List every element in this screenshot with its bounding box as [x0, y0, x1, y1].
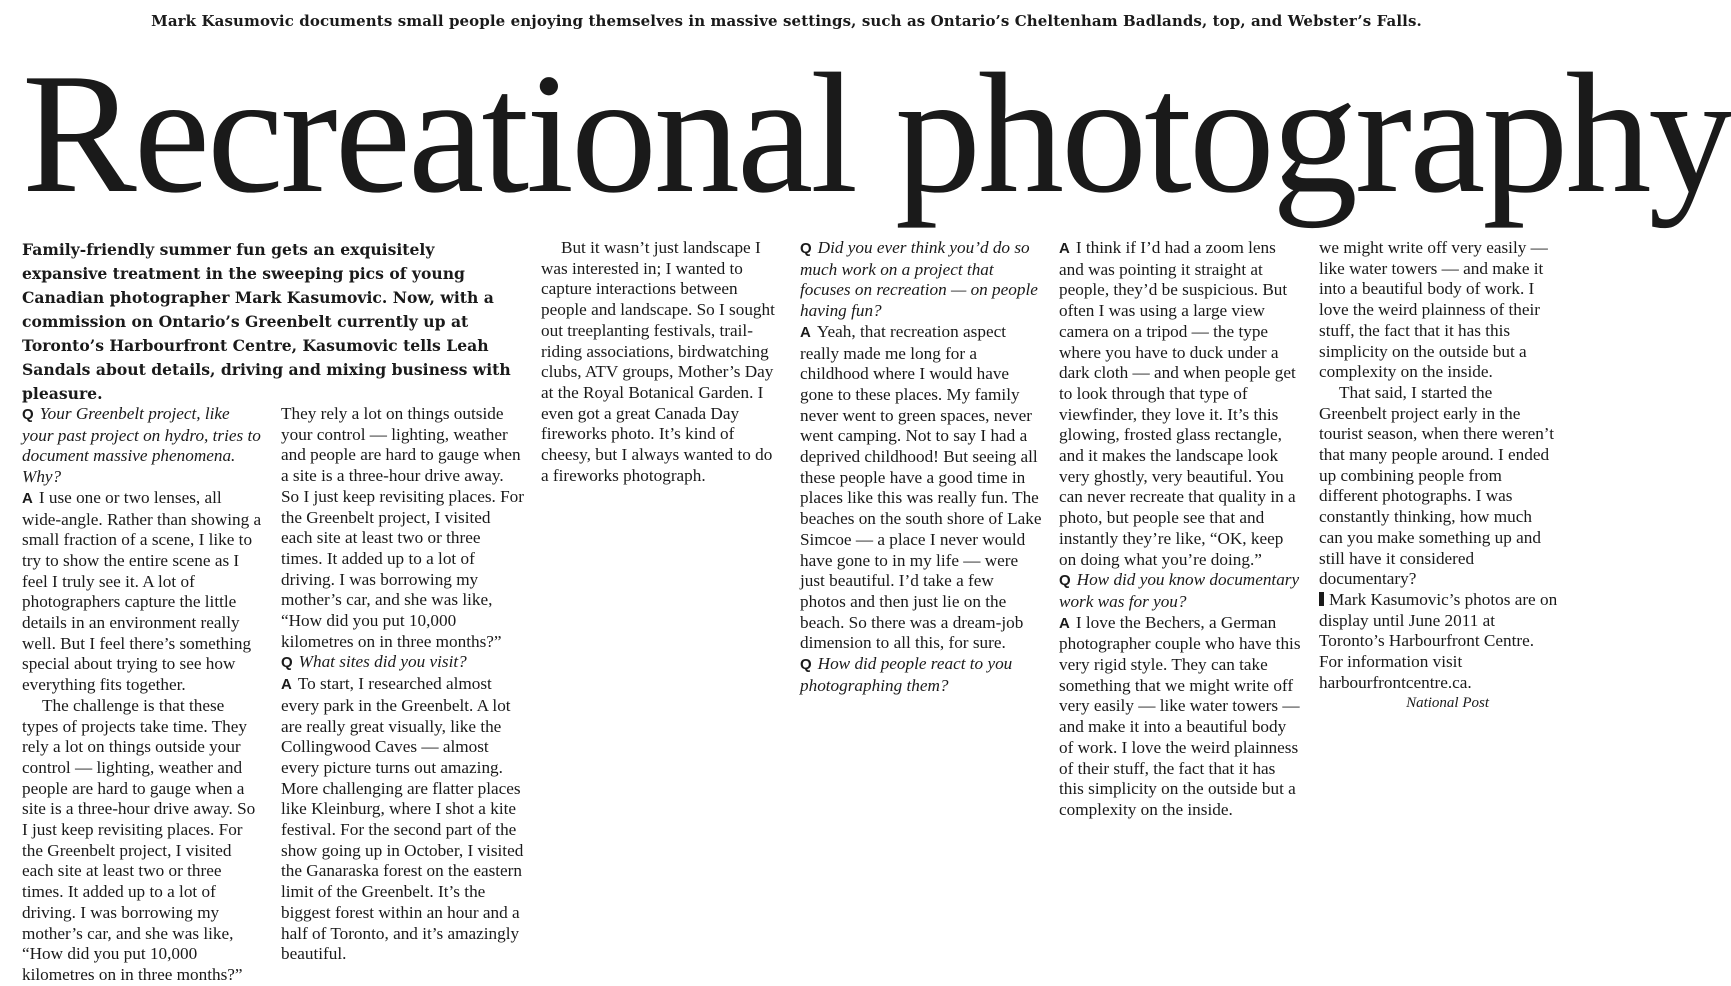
column-5 — [1319, 238, 1559, 758]
question-text: How did you know documentary work was for you? — [1059, 570, 1300, 611]
q-label: Q — [800, 240, 812, 257]
question-text: Your Greenbelt project, like your past project on hydro, tries to document massive phenomena. Why? — [22, 404, 261, 487]
q-label: Q — [800, 656, 812, 674]
answer-5-continued: we might write off very easily — like water towers — and make it into a beautiful body of work. I love the weird plainness of their stuff, the fact that it has this simplicity on the outside but a complexity on the inside. — [1319, 238, 1548, 382]
bullet-icon — [1319, 592, 1324, 606]
answer-text: To start, I researched almost every park in the Greenbelt. A lot are really great visually, like the Collingwood Caves — almost every picture turns out amazing. More challenging are flatter places like Kleinburg, where I shot a kite festival. For the second part of the show going up in October, I visited the Ganaraska forest on the eastern limit of the Greenbelt. It’s the biggest forest within an hour and a half of Toronto, and it’s amazingly beautiful. — [281, 674, 524, 964]
answer-3 — [800, 322, 1042, 654]
question-2 — [281, 652, 524, 674]
footer-note — [1319, 590, 1559, 694]
question-4 — [800, 654, 1042, 696]
column-1a — [22, 404, 262, 984]
q-label: Q — [1059, 572, 1071, 590]
question-text: What sites did you visit? — [298, 652, 467, 672]
q-label: Q — [22, 406, 34, 423]
headline: Recreational photography — [22, 39, 1731, 229]
answer-2-continued: But it wasn’t just landscape I was interested in; I wanted to capture interactions between people and landscape. So I sought out treeplanting festivals, trail-riding associations, birdwatching clubs, ATV groups, Mother’s Day at the Royal Botanical Garden. I even got a great Canada Day fireworks photo. It’s kind of cheesy, but I always wanted to do a fireworks photograph. — [541, 238, 775, 485]
question-text: Did you ever think you’d do so much work on a project that focuses on recreation — on people having fun? — [800, 238, 1038, 321]
question-5 — [1059, 570, 1301, 612]
answer-2 — [281, 674, 524, 965]
question-1 — [22, 404, 262, 488]
a-label: A — [800, 323, 811, 341]
column-4 — [1059, 238, 1301, 819]
question-text: How did people react to you photographing them? — [800, 654, 1013, 695]
answer-text: I love the Bechers, a German photographer couple who have this very rigid style. They can take something that we might write off very easily — like water towers — and make it into a beautiful body of work. I love the weird plainness of their stuff, the fact that it has this simplicity on the outside but a complexity on the inside. — [1059, 612, 1301, 819]
a-label: A — [281, 676, 292, 694]
a-label: A — [1059, 614, 1070, 632]
a-label: A — [22, 489, 33, 507]
credit: National Post — [1406, 695, 1489, 712]
answer-1-continued: The challenge is that these types of projects take time. They rely a lot on things outside your control — lighting, weather and people are hard to gauge when a site is a three-hour drive away. So I just keep revisiting places. For the Greenbelt project, I visited each site at least two or three times. It added up to a lot of driving. I was borrowing my mother’s car, and she was like, “How did you put 10,000 kilometres on in three months?” — [22, 695, 256, 984]
footer-note-text: Mark Kasumovic’s photos are on display until June 2011 at Toronto’s Harbourfront Centre. For information visit harbourfrontcentre.ca. — [1319, 589, 1558, 692]
column-3 — [800, 238, 1042, 758]
column-1b — [281, 404, 524, 964]
answer-5 — [1059, 613, 1301, 821]
answer-1-continued-b: They rely a lot on things outside your control — lighting, weather and people are hard to gauge when a site is a three-hour drive away. So I just keep revisiting places. For the Greenbelt project, I visited each site at least two or three times. It added up to a lot of driving. I was borrowing my mother’s car, and she was like, “How did you put 10,000 kilometres on in three months?” — [281, 404, 524, 651]
answer-4 — [1059, 238, 1301, 570]
answer-1 — [22, 488, 262, 696]
photo-caption: Mark Kasumovic documents small people enjoying themselves in massive settings, such as Ontario’s Cheltenham Badlands, top, and Webster’s Falls. — [151, 12, 1422, 30]
answer-5-continued-b: That said, I started the Greenbelt project early in the tourist season, when there weren’t that many people around. I ended up combining people from different photographs. I was constantly thinking, how much can you make something up and still have it considered documentary? — [1319, 382, 1554, 589]
standfirst: Family-friendly summer fun gets an exquisitely expansive treatment in the sweeping pics of young Canadian photographer Mark Kasumovic. Now, with a commission on Ontario’s Greenbelt currently up at Toronto’s Harbourfront Centre, Kasumovic tells Leah Sandals about details, driving and mixing business with pleasure. — [22, 240, 511, 403]
a-label: A — [1059, 240, 1070, 257]
column-2 — [541, 238, 781, 758]
answer-text: I think if I’d had a zoom lens and was pointing it straight at people, they’d be suspicious. But often I was using a large view camera on a tripod — the type where you have to duck under a dark cloth — and when people get to look through that type of viewfinder, they love it. It’s this glowing, frosted glass rectangle, and it makes the landscape look very ghostly, very beautiful. You can never recreate that quality in a photo, but people see that and instantly they’re like, “OK, keep on doing what you’re doing.” — [1059, 238, 1296, 569]
answer-text: I use one or two lenses, all wide-angle. Rather than showing a small fraction of a scene, I like to try to show the entire scene as I feel I truly see it. A lot of photographers capture the little details in an environment really well. But I feel there’s something special about trying to see how everything fits together. — [22, 487, 262, 695]
q-label: Q — [281, 654, 293, 672]
question-3 — [800, 238, 1042, 322]
answer-text: Yeah, that recreation aspect really made me long for a childhood where I would have gone to these places. My family never went to green spaces, never went camping. Not to say I had a deprived childhood! But seeing all these people have a good time in places like this was really fun. The beaches on the south shore of Lake Simcoe — a place I never would have gone to in my life — were just beautiful. I’d take a few photos and then just lie on the beach. So there was a dream-job dimension to all this, for sure. — [800, 321, 1042, 653]
